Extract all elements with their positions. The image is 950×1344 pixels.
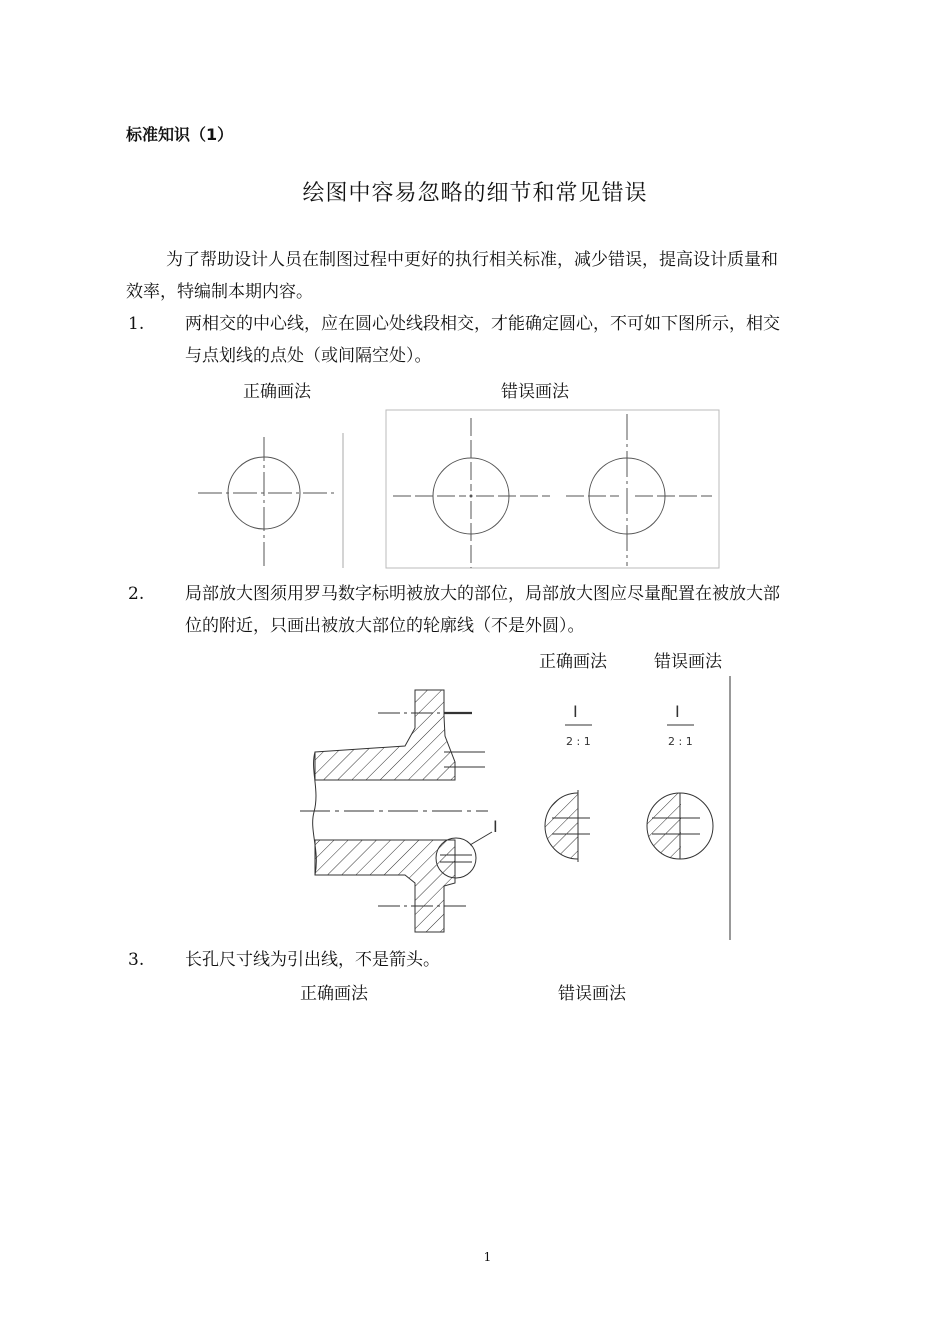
intro-line-2: 效率，特编制本期内容。: [126, 282, 313, 302]
item-3-correct-label: 正确画法: [300, 984, 368, 1004]
fig2-wrong-scale: 2 : 1: [668, 735, 693, 748]
item-1-correct-label: 正确画法: [243, 382, 311, 402]
page-number: 1: [483, 1250, 492, 1264]
item-3-wrong-label: 错误画法: [558, 984, 626, 1004]
fig2-upper-section: [315, 690, 455, 780]
item-2-line-2: 位的附近，只画出被放大部位的轮廓线（不是外圆）。: [185, 616, 585, 636]
item-1-line-2: 与点划线的点处（或间隔空处）。: [185, 346, 432, 366]
item-2-correct-label: 正确画法: [539, 652, 607, 672]
fig2-correct-scale: 2 : 1: [566, 735, 591, 748]
item-2-number: 2.: [128, 584, 145, 604]
item-1-wrong-label: 错误画法: [501, 382, 569, 402]
item-2-wrong-label: 错误画法: [654, 652, 722, 672]
item-1-number: 1.: [128, 314, 145, 334]
fig2-correct-roman: I: [573, 702, 578, 721]
fig2-wrong-roman: I: [675, 702, 680, 721]
item-3-number: 3.: [128, 950, 145, 970]
fig2-lower-section: [315, 840, 455, 932]
fig2-roman-label: I: [493, 817, 498, 836]
section-header: 标准知识（1）: [126, 125, 234, 144]
page-title: 绘图中容易忽略的细节和常见错误: [302, 181, 648, 206]
intro-line-1: 为了帮助设计人员在制图过程中更好的执行相关标准，减少错误，提高设计质量和: [166, 250, 778, 270]
fig2-leader: [470, 832, 492, 845]
item-2-line-1: 局部放大图须用罗马数字标明被放大的部位，局部放大图应尽量配置在被放大部: [185, 584, 780, 604]
item-3-text: [185, 944, 865, 976]
item-1-line-1: 两相交的中心线，应在圆心处线段相交，才能确定圆心，不可如下图所示，相交: [185, 314, 780, 334]
item-3-line-1: 长孔尺寸线为引出线，不是箭头。: [185, 950, 440, 970]
